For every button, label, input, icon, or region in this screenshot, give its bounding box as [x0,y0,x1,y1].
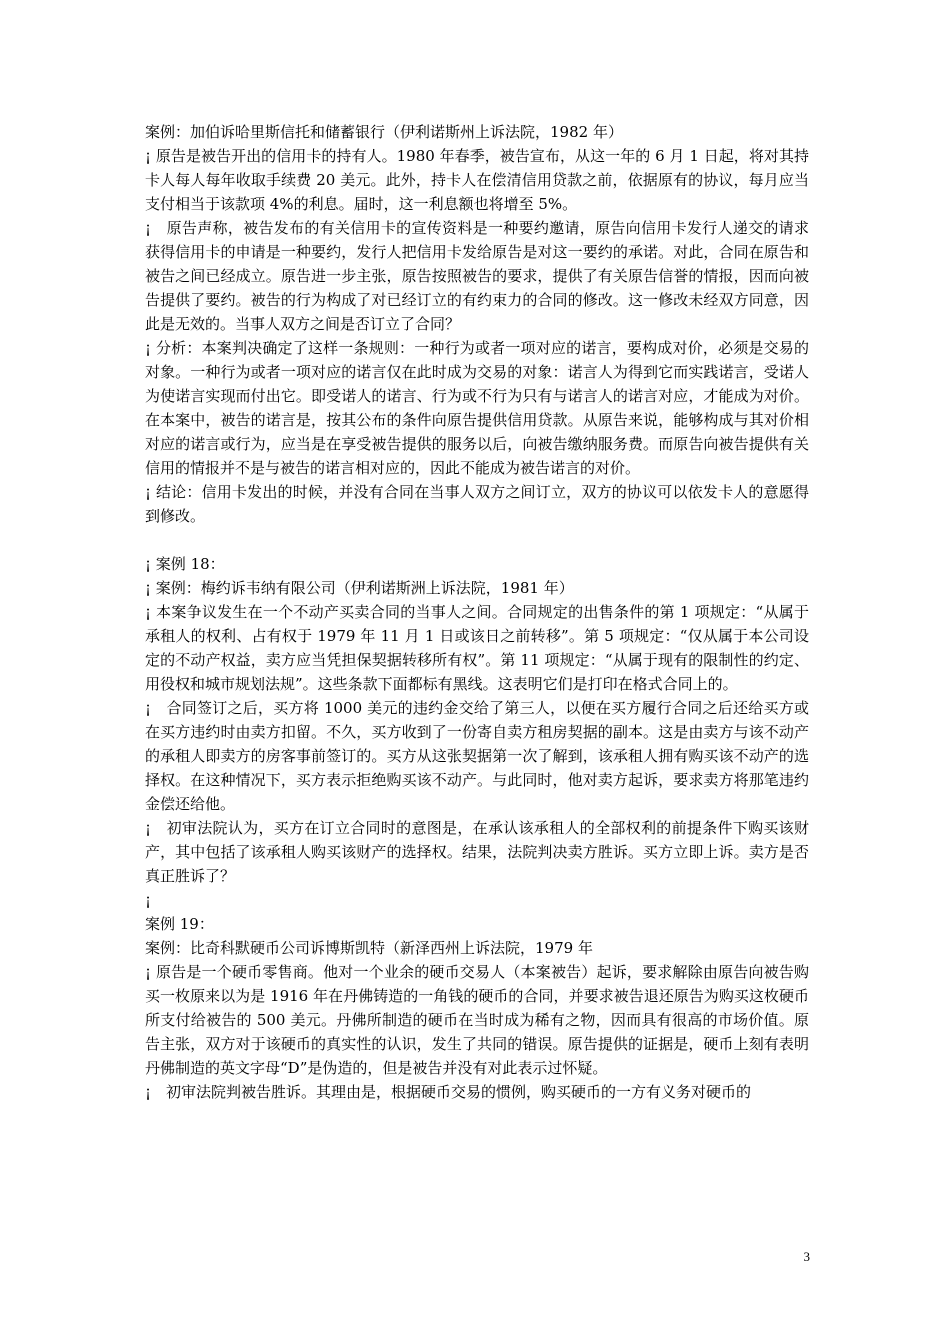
case-18-trial-court-paragraph: ¡ 初审法院认为，买方在订立合同时的意图是，在承认该承租人的全部权利的前提条件下购买该财产，其中包括了该承租人购买该财产的选择权。结果，法院判决卖方胜诉。买方立即上诉。卖方是否真正胜诉了？ [145,819,809,885]
case-18-after-signing-paragraph: ¡ 合同签订之后，买方将 1000 美元的违约金交给了第三人，以便在买方履行合同之后还给买方或在买方违约时由卖方扣留。不久，买方收到了一份寄自卖方租房契据的副本。这是由卖方与该不动产的承租人即卖方的房客事前签订的。买方从这张契据第一次了解到，该承租人拥有购买该不动产的选择权。在这种情况下，买方表示拒绝购买该不动产。与此同时，他对卖方起诉，要求卖方将那笔违约金偿还给他。 [145,699,809,813]
case-17-analysis-paragraph: ¡ 分析：本案判决确定了这样一条规则：一种行为或者一项对应的诺言，要构成对价，必须是交易的对象。一种行为或者一项对应的诺言仅在此时成为交易的对象：诺言人为得到它而实践诺言，受诺人为使诺言实现而付出它。即受诺人的诺言、行为或不行为只有与诺言人的诺言对应，才能成为对价。在本案中，被告的诺言是，按其公布的条件向原告提供信用贷款。从原告来说，能够构成与其对价相对应的诺言或行为，应当是在享受被告提供的服务以后，向被告缴纳服务费。而原告向被告提供有关信用的情报并不是与被告的诺言相对应的，因此不能成为被告诺言的对价。 [145,339,809,477]
blank-line [145,528,809,552]
case-19-facts-paragraph: ¡ 原告是一个硬币零售商。他对一个业余的硬币交易人（本案被告）起诉，要求解除由原告向被告购买一枚原来以为是 1916 年在丹佛铸造的一角钱的硬币的合同，并要求被告退还原告为购买这枚硬币所支付给被告的 500 美元。丹佛所制造的硬币在当时成为稀有之物，因而具有很高的市场价值。原告主张，双方对于该硬币的真实性的认识，发生了共同的错误。原告提供的证据是，硬币上刻有表明丹佛制造的英文字母“D”是伪造的，但是被告并没有对此表示过怀疑。 [145,963,809,1077]
case-18-contract-terms-paragraph: ¡ 本案争议发生在一个不动产买卖合同的当事人之间。合同规定的出售条件的第 1 项规定：“从属于承租人的权利、占有权于 1979 年 11 月 1 日或该日之前转移”。第 5 项规定：“仅从属于本公司设定的不动产权益，卖方应当凭担保契据转移所有权”。第 11 项规定：“从属于现有的限制性的约定、用役权和城市规划法规”。这些条款下面都标有黑线。这表明它们是打印在格式合同上的。 [145,603,809,693]
page-number: 3 [803,1249,810,1264]
case-18-number: ¡ 案例 18： [145,555,225,573]
case-19-number: 案例 19： [145,915,214,933]
bullet-only-line: ¡ [145,891,152,909]
case-17-facts-paragraph: ¡ 原告是被告开出的信用卡的持有人。1980 年春季，被告宣布，从这一年的 6 月 1 日起，将对其持卡人每人每年收取手续费 20 美元。此外，持卡人在偿清信用贷款之前，依据原有的协议，每月应当支付相当于该款项 4%的利息。届时，这一利息额也将增至 5%。 [145,147,809,213]
case-19-heading: 案例：比奇科默硬币公司诉博斯凯特（新泽西州上诉法院，1979 年 [145,939,593,957]
case-17-conclusion-paragraph: ¡ 结论：信用卡发出的时候，并没有合同在当事人双方之间订立，双方的协议可以依发卡人的意愿得到修改。 [145,483,809,525]
case-17-heading: 案例：加伯诉哈里斯信托和储蓄银行（伊利诺斯州上诉法院，1982 年） [145,123,623,141]
document-body [145,120,809,1104]
case-17-plaintiff-claim-paragraph: ¡ 原告声称，被告发布的有关信用卡的宣传资料是一种要约邀请，原告向信用卡发行人递交的请求获得信用卡的申请是一种要约，发行人把信用卡发给原告是对这一要约的承诺。对此，合同在原告和被告之间已经成立。原告进一步主张，原告按照被告的要求，提供了有关原告信誉的情报，因而向被告提供了要约。被告的行为构成了对已经订立的有约束力的合同的修改。这一修改未经双方同意，因此是无效的。当事人双方之间是否订立了合同？ [145,219,809,333]
case-19-trial-court-paragraph: ¡ 初审法院判被告胜诉。其理由是，根据硬币交易的惯例，购买硬币的一方有义务对硬币的 [145,1083,752,1101]
case-18-heading: ¡ 案例：梅约诉韦纳有限公司（伊利诺斯洲上诉法院，1981 年） [145,579,574,597]
